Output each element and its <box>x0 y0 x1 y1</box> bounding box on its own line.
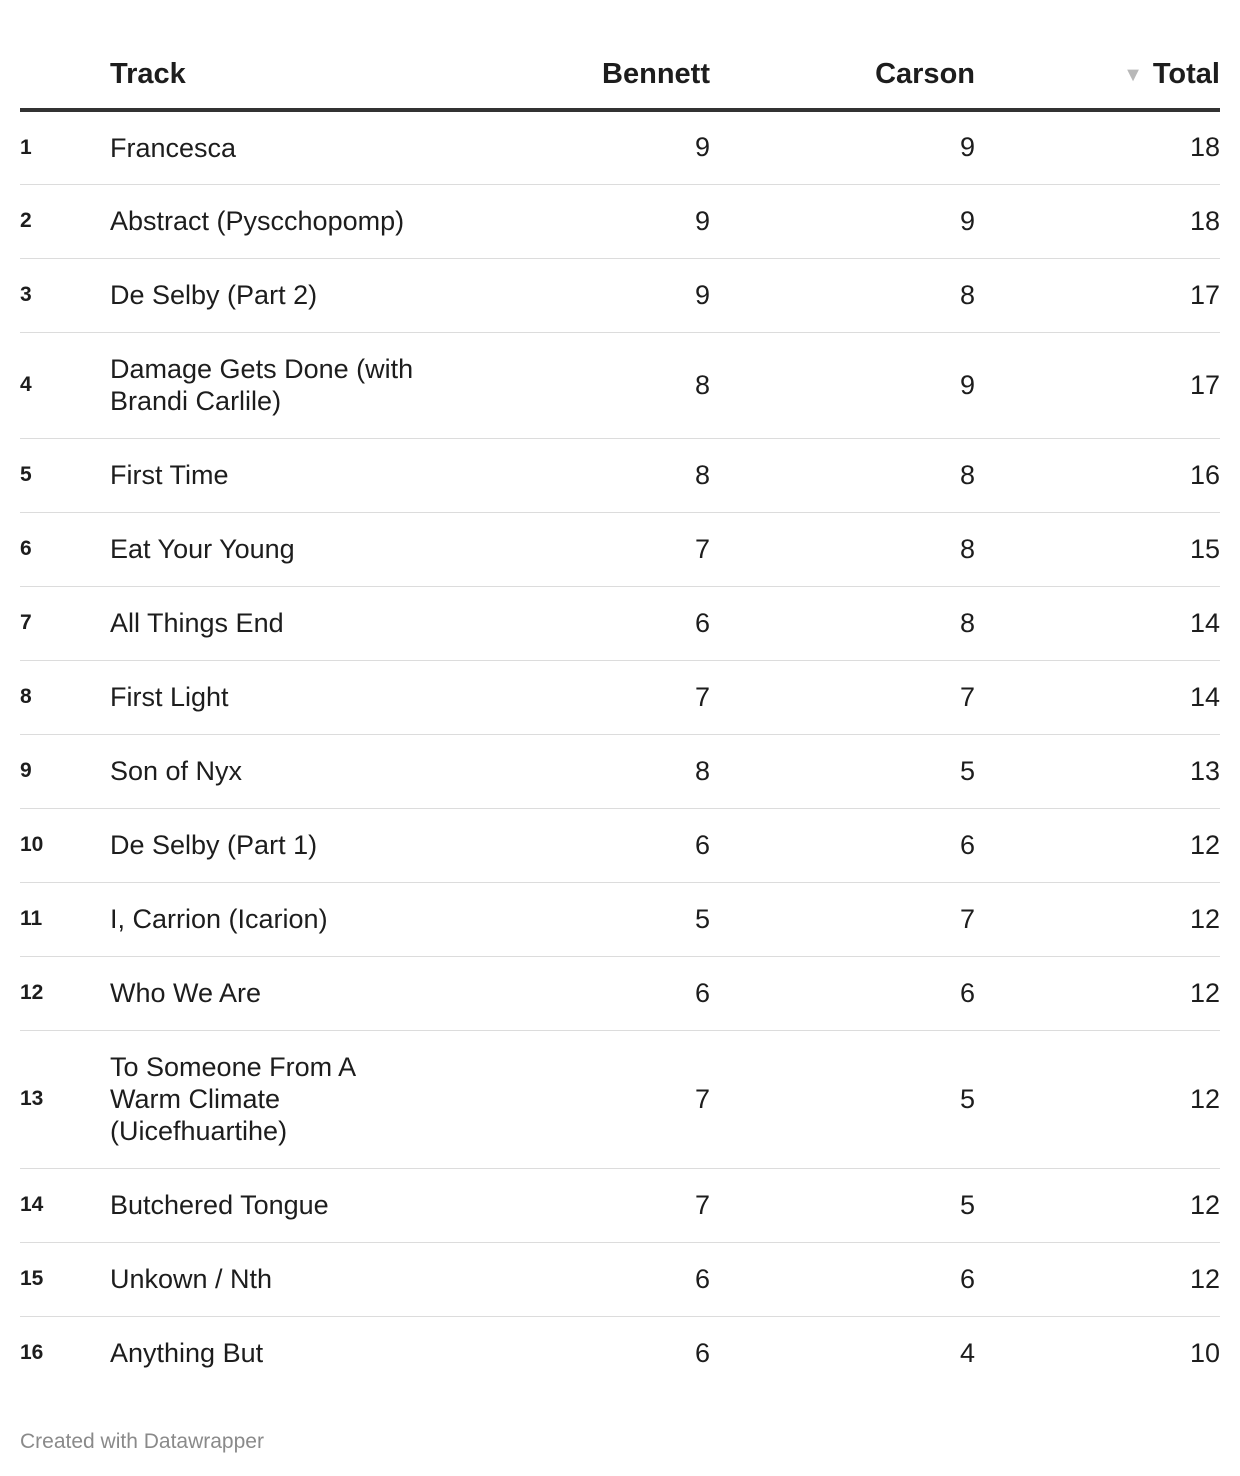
track-title-text: First Light <box>110 682 229 712</box>
cell-track <box>110 110 445 184</box>
cell-rank: 1 <box>20 110 110 184</box>
cell-track <box>110 512 445 586</box>
cell-total: 17 <box>975 332 1220 438</box>
track-title-text: De Selby (Part 1) <box>110 830 318 860</box>
track-title-text: Unkown / Nth <box>110 1264 273 1294</box>
cell-bennett: 7 <box>445 512 710 586</box>
table-row <box>20 1242 1220 1316</box>
cell-bennett: 6 <box>445 956 710 1030</box>
table-row <box>20 734 1220 808</box>
cell-total: 12 <box>975 882 1220 956</box>
table-row <box>20 438 1220 512</box>
cell-track <box>110 956 445 1030</box>
cell-total: 12 <box>975 1030 1220 1168</box>
track-title-text: Son of Nyx <box>110 756 243 786</box>
table-row <box>20 660 1220 734</box>
table-row <box>20 956 1220 1030</box>
cell-total: 15 <box>975 512 1220 586</box>
cell-rank: 13 <box>20 1030 110 1168</box>
table-row <box>20 332 1220 438</box>
cell-bennett: 5 <box>445 882 710 956</box>
track-title-text: De Selby (Part 2) <box>110 280 318 310</box>
cell-bennett: 9 <box>445 258 710 332</box>
cell-bennett: 6 <box>694 1337 710 1368</box>
cell-rank: 14 <box>20 1168 110 1242</box>
cell-bennett: 7 <box>445 1168 710 1242</box>
track-title-text: Anything But <box>110 1338 264 1369</box>
cell-rank: 2 <box>20 184 110 258</box>
track-title-text: First Time <box>110 460 229 490</box>
cell-total: 12 <box>975 1242 1220 1316</box>
cell-rank: 10 <box>20 808 110 882</box>
footer-credit[interactable]: Created with Datawrapper <box>20 1430 264 1453</box>
track-title-text: Eat Your Young <box>110 534 295 564</box>
table-row <box>20 1168 1220 1242</box>
cell-track <box>110 1242 445 1316</box>
cell-carson: 8 <box>710 438 975 512</box>
track-title-text: Butchered Tongue <box>110 1190 329 1220</box>
cell-rank: 16 <box>20 1341 44 1365</box>
cell-carson: 5 <box>710 734 975 808</box>
header-total-label: Total <box>1152 57 1220 90</box>
cell-bennett: 7 <box>445 1030 710 1168</box>
cell-track <box>110 258 445 332</box>
table-row <box>20 586 1220 660</box>
cell-track <box>110 438 445 512</box>
scores-table <box>20 40 1220 1390</box>
cell-total: 12 <box>975 808 1220 882</box>
cell-carson: 5 <box>710 1168 975 1242</box>
table-header <box>20 40 1220 110</box>
cell-total: 12 <box>975 956 1220 1030</box>
table-body <box>20 110 1220 1390</box>
cell-total: 17 <box>975 258 1220 332</box>
cell-total: 14 <box>975 660 1220 734</box>
header-total[interactable] <box>975 40 1220 110</box>
track-title-text: Damage Gets Done (with Brandi Carlile) <box>110 354 414 416</box>
cell-track <box>110 734 445 808</box>
cell-bennett: 9 <box>445 184 710 258</box>
table-row <box>20 184 1220 258</box>
header-bennett[interactable]: Bennett <box>445 40 710 110</box>
cell-track <box>110 1030 445 1168</box>
cell-track <box>110 184 445 258</box>
cell-rank: 3 <box>20 258 110 332</box>
track-title-text: Who We Are <box>110 978 262 1008</box>
track-title-text: All Things End <box>110 608 284 638</box>
cell-track <box>110 808 445 882</box>
table-row <box>20 1030 1220 1168</box>
table-row <box>20 258 1220 332</box>
cell-carson: 8 <box>710 512 975 586</box>
cell-total: 16 <box>975 438 1220 512</box>
cell-bennett: 6 <box>445 1242 710 1316</box>
cell-total: 14 <box>975 586 1220 660</box>
cell-carson: 4 <box>959 1337 975 1368</box>
table-row <box>20 808 1220 882</box>
table-row <box>20 110 1220 184</box>
header-row <box>20 40 1220 110</box>
cell-total: 18 <box>975 110 1220 184</box>
cell-rank: 4 <box>20 332 110 438</box>
cell-track <box>110 660 445 734</box>
table-row <box>20 882 1220 956</box>
cell-carson: 6 <box>710 956 975 1030</box>
cell-carson: 8 <box>710 586 975 660</box>
cell-bennett: 8 <box>445 438 710 512</box>
cell-rank: 8 <box>20 660 110 734</box>
cell-carson: 7 <box>710 660 975 734</box>
cell-carson: 9 <box>710 184 975 258</box>
cell-track <box>110 586 445 660</box>
track-title-text: Abstract (Pyscchopomp) <box>110 206 405 236</box>
cell-carson: 9 <box>710 332 975 438</box>
cell-carson: 7 <box>710 882 975 956</box>
cell-track <box>110 332 445 438</box>
sort-descending-icon: ▼ <box>1123 63 1143 86</box>
cell-bennett: 6 <box>445 586 710 660</box>
cell-rank: 7 <box>20 586 110 660</box>
cell-bennett: 9 <box>445 110 710 184</box>
cell-rank: 9 <box>20 734 110 808</box>
scores-table-container <box>20 40 1220 1390</box>
cell-total: 18 <box>975 184 1220 258</box>
cell-bennett: 8 <box>445 734 710 808</box>
cell-bennett: 8 <box>445 332 710 438</box>
track-title-text: To Someone From A Warm Climate (Uicefhuartihe) <box>110 1052 355 1146</box>
cell-track <box>110 1316 445 1390</box>
cell-carson: 6 <box>710 808 975 882</box>
cell-track <box>110 1168 445 1242</box>
cell-rank: 15 <box>20 1242 110 1316</box>
header-rank <box>20 40 110 110</box>
cell-carson: 5 <box>710 1030 975 1168</box>
cell-bennett: 6 <box>445 808 710 882</box>
header-track[interactable]: Track <box>110 40 445 110</box>
track-title-text: Francesca <box>110 132 237 163</box>
cell-rank: 5 <box>20 438 110 512</box>
cell-carson: 8 <box>710 258 975 332</box>
header-carson[interactable]: Carson <box>710 40 975 110</box>
cell-total: 12 <box>975 1168 1220 1242</box>
table-row <box>20 512 1220 586</box>
cell-carson: 9 <box>710 110 975 184</box>
cell-track <box>110 882 445 956</box>
cell-rank: 11 <box>20 882 110 956</box>
cell-rank: 12 <box>20 956 110 1030</box>
table-row <box>20 1316 1220 1390</box>
cell-rank: 6 <box>20 512 110 586</box>
cell-bennett: 7 <box>445 660 710 734</box>
cell-total: 10 <box>1189 1337 1220 1368</box>
track-title-text: I, Carrion (Icarion) <box>110 904 328 934</box>
cell-total: 13 <box>975 734 1220 808</box>
cell-carson: 6 <box>710 1242 975 1316</box>
